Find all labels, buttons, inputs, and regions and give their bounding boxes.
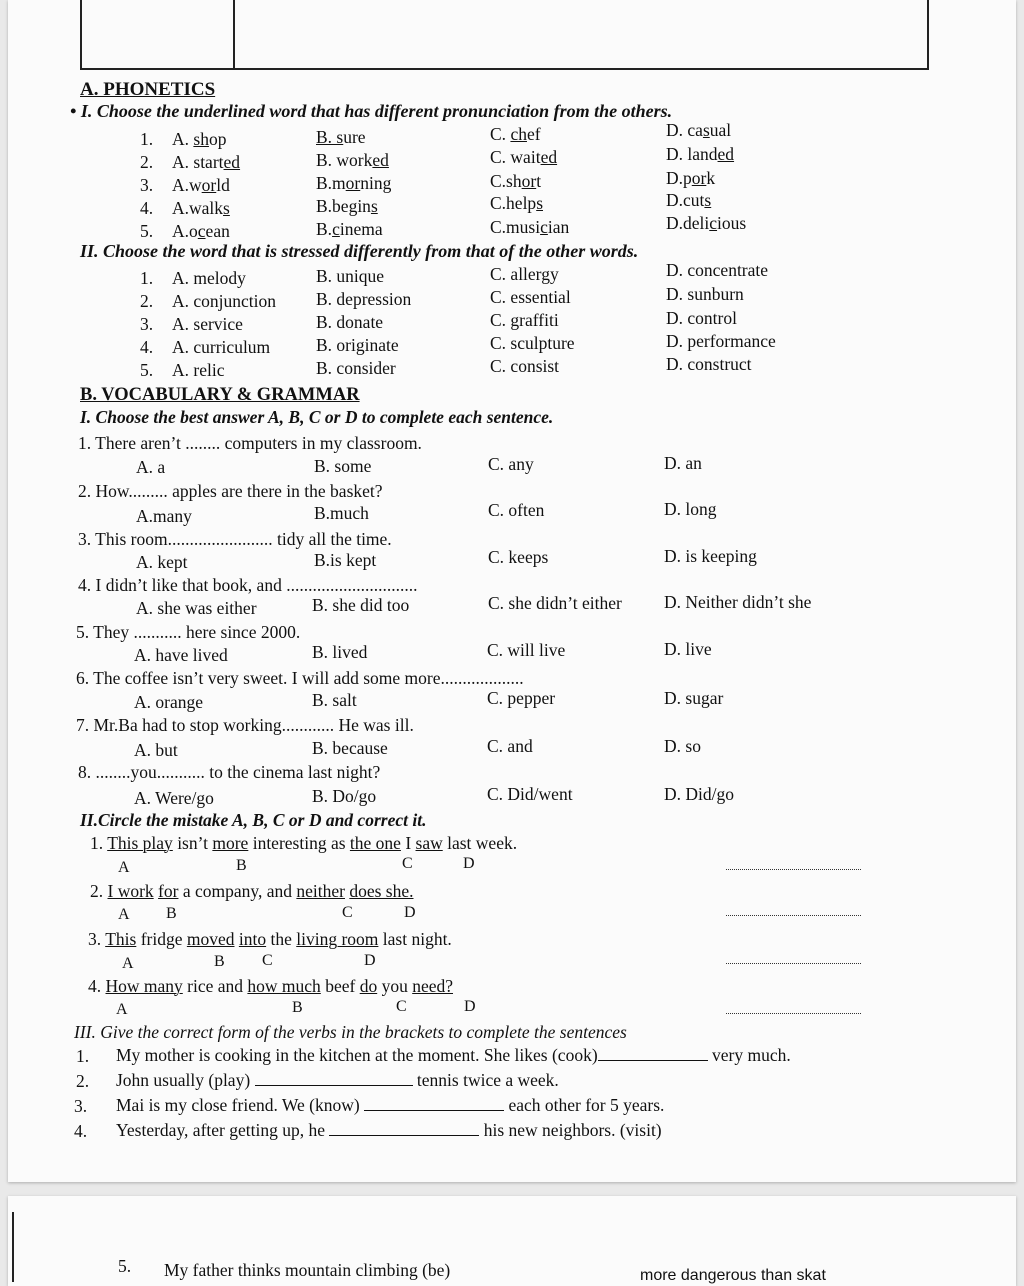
second-page bbox=[8, 1196, 1016, 1286]
vocab-part3-instruction: III. Give the correct form of the verbs in the brackets to complete the sentences bbox=[74, 1022, 627, 1042]
section-heading-phonetics: A. PHONETICS bbox=[80, 79, 216, 100]
answer-blank[interactable] bbox=[329, 1121, 479, 1136]
phonetics-part1-instruction: • I. Choose the underlined word that has different pronunciation from the others. bbox=[70, 101, 673, 121]
answer-blank[interactable] bbox=[255, 1071, 413, 1086]
page-margin-line bbox=[12, 1212, 14, 1282]
answer-blank[interactable] bbox=[726, 962, 861, 964]
vocab-part2-instruction: II.Circle the mistake A, B, C or D and correct it. bbox=[80, 810, 427, 830]
answer-blank[interactable] bbox=[726, 1012, 861, 1014]
answer-blank[interactable] bbox=[726, 914, 861, 916]
page2-item-number: 5. bbox=[118, 1256, 132, 1276]
header-divider bbox=[233, 0, 235, 70]
page2-sentence: My father thinks mountain climbing (be) bbox=[164, 1260, 451, 1280]
header-box bbox=[80, 0, 929, 70]
page2-sentence-tail: more dangerous than skat bbox=[640, 1267, 826, 1284]
phonetics-part2-instruction: II. Choose the word that is stressed differently from that of the other words. bbox=[80, 241, 639, 261]
vocab-part1-instruction: I. Choose the best answer A, B, C or D to complete each sentence. bbox=[80, 407, 554, 427]
answer-blank[interactable] bbox=[726, 868, 861, 870]
answer-blank[interactable] bbox=[364, 1096, 504, 1111]
answer-blank[interactable] bbox=[598, 1046, 708, 1061]
section-heading-vocabulary: B. VOCABULARY & GRAMMAR bbox=[80, 385, 360, 405]
